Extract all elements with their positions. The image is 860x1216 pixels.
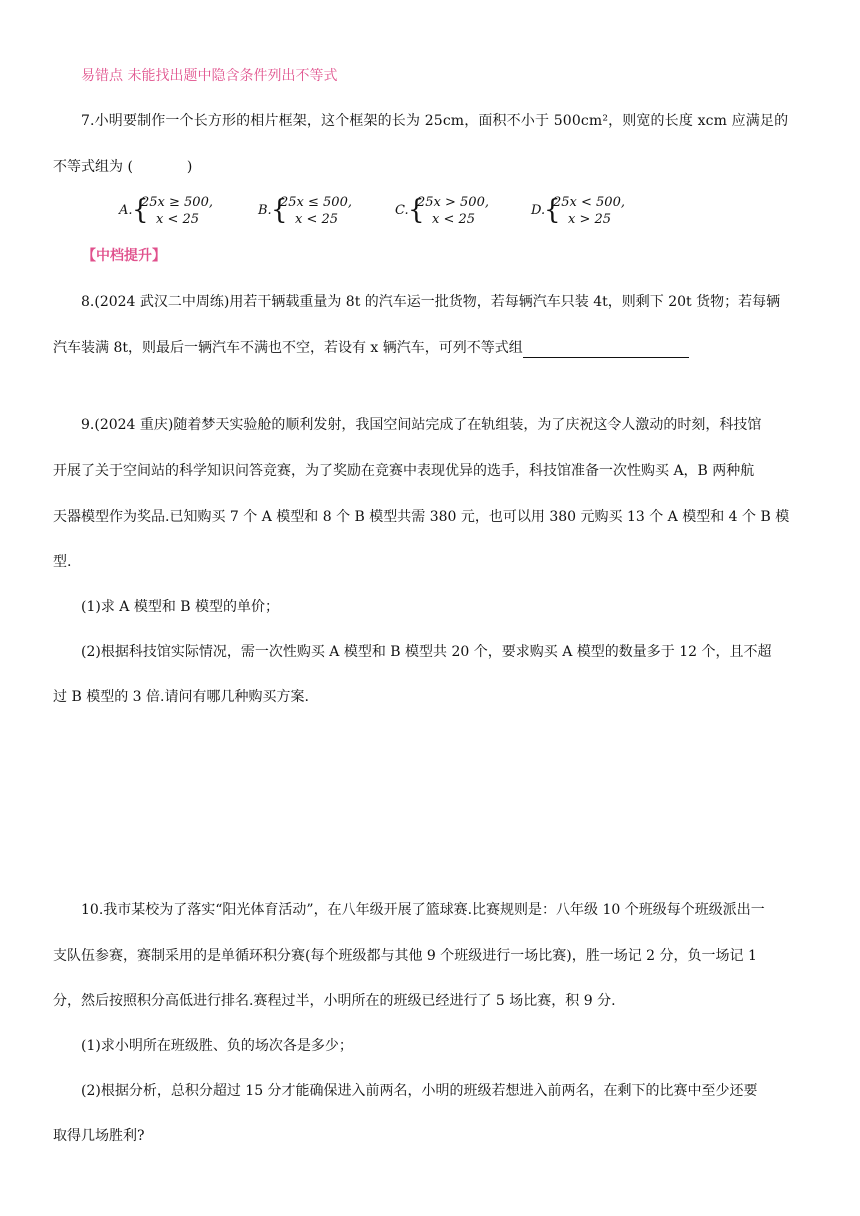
- q10-subquestion-1: (1)求小明所在班级胜、负的场次各是多少；: [81, 1038, 353, 1054]
- option-brace: {: [408, 194, 425, 226]
- option-brace: {: [132, 194, 149, 226]
- q8-answer-blank: [523, 341, 689, 358]
- option-inequality-2: x < 25: [432, 212, 476, 227]
- q9-line-3: 天器模型作为奖品.已知购买 7 个 A 模型和 8 个 B 模型共需 380 元，也可以用 380 元购买 13 个 A 模型和 4 个 B 模: [53, 509, 790, 525]
- option-inequality-2: x < 25: [156, 212, 200, 227]
- q10-line-3: 分，然后按照积分高低进行排名.赛程过半，小明所在的班级已经进行了 5 场比赛，积 9 分.: [53, 993, 616, 1009]
- q9-line-2: 开展了关于空间站的科学知识问答竞赛，为了奖励在竞赛中表现优异的选手，科技馆准备一次性购买 A，B 两种航: [53, 463, 755, 479]
- option-letter: D.: [531, 203, 546, 218]
- q9-subquestion-2-line-2: 过 B 模型的 3 倍.请问有哪几种购买方案.: [53, 689, 309, 705]
- option-brace: {: [544, 194, 561, 226]
- option-inequality-2: x > 25: [568, 212, 612, 227]
- option-inequality-1: 25x ≥ 500,: [141, 195, 213, 210]
- q7-prompt: 不等式组为 (: [53, 159, 133, 175]
- q7-line-1: 7.小明要制作一个长方形的相片框架，这个框架的长为 25cm，面积不小于 500cm²，则宽的长度 xcm 应满足的: [81, 113, 789, 129]
- q10-line-1: 10.我市某校为了落实“阳光体育活动”，在八年级开展了篮球赛.比赛规则是：八年级 10 个班级每个班级派出一: [81, 902, 765, 918]
- q8-line-1: 8.(2024 武汉二中周练)用若干辆载重量为 8t 的汽车运一批货物，若每辆汽车只装 4t，则剩下 20t 货物；若每辆: [81, 294, 781, 310]
- q9-subquestion-1: (1)求 A 模型和 B 模型的单价；: [81, 599, 280, 615]
- option-inequality-1: 25x > 500,: [417, 195, 489, 210]
- option-inequality-2: x < 25: [295, 212, 339, 227]
- option-brace: {: [271, 194, 288, 226]
- q9-subquestion-2-line-1: (2)根据科技馆实际情况，需一次性购买 A 模型和 B 模型共 20 个，要求购买 A 模型的数量多于 12 个，且不超: [81, 644, 772, 660]
- option-inequality-1: 25x < 500,: [553, 195, 625, 210]
- option-letter: C.: [395, 203, 409, 218]
- q10-line-2: 支队伍参赛，赛制采用的是单循环积分赛(每个班级都与其他 9 个班级进行一场比赛)，胜一场记 2 分，负一场记 1: [53, 948, 757, 964]
- q8-text: 汽车装满 8t，则最后一辆汽车不满也不空，若设有 x 辆汽车，可列不等式组: [53, 340, 523, 356]
- q10-subquestion-2-line-1: (2)根据分析，总积分超过 15 分才能确保进入前两名，小明的班级若想进入前两名，在剩下的比赛中至少还要: [81, 1083, 758, 1099]
- q8-line-2: [53, 338, 810, 358]
- option-inequality-1: 25x ≤ 500,: [280, 195, 352, 210]
- error-prone-heading: 易错点 未能找出题中隐含条件列出不等式: [81, 68, 338, 84]
- q7-close-paren: ): [186, 159, 193, 175]
- section-heading-mid: 【中档提升】: [82, 248, 166, 264]
- option-letter: B.: [258, 203, 272, 218]
- q9-line-1: 9.(2024 重庆)随着梦天实验舱的顺利发射，我国空间站完成了在轨组装，为了庆祝这令人激动的时刻，科技馆: [81, 417, 762, 433]
- option-letter: A.: [119, 203, 133, 218]
- q10-subquestion-2-line-2: 取得几场胜利?: [53, 1128, 145, 1144]
- q7-line-2: [53, 157, 810, 177]
- q9-line-4: 型.: [53, 554, 72, 570]
